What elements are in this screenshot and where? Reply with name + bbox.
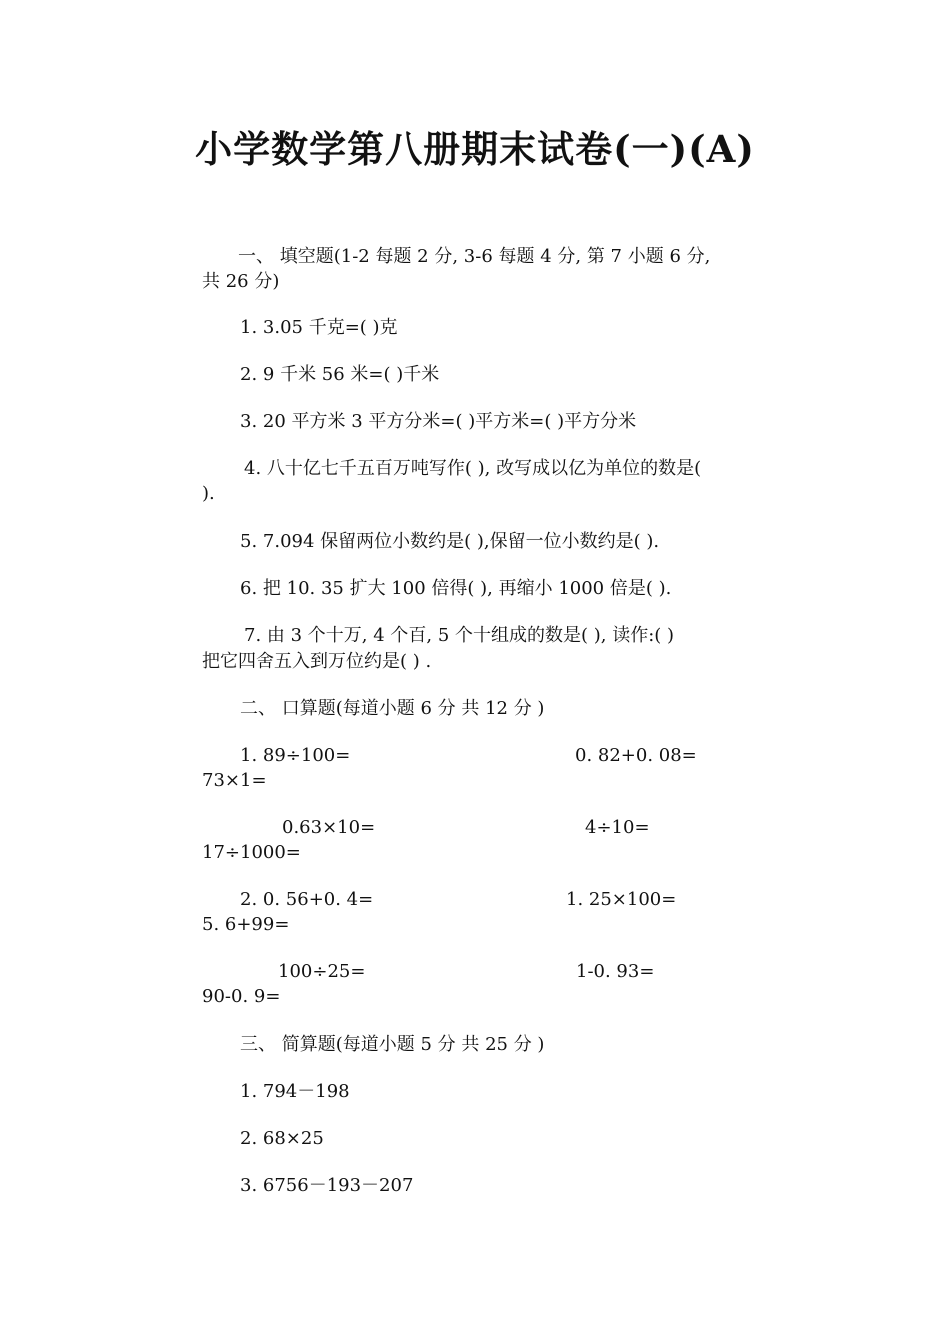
fill-question-3: 3. 20 平方米 3 平方分米=( )平方米=( )平方分米: [240, 411, 637, 432]
section1-heading-cont: 共 26 分): [202, 271, 280, 292]
oral-item: 1. 89÷100=: [240, 745, 351, 766]
oral-item: 17÷1000=: [202, 842, 301, 863]
fill-question-5: 5. 7.094 保留两位小数约是( ),保留一位小数约是( ).: [240, 531, 660, 552]
oral-item: 90-0. 9=: [202, 986, 281, 1007]
fill-question-4: 4. 八十亿七千五百万吨写作( ), 改写成以亿为单位的数是(: [244, 458, 702, 479]
section2-heading: 二、 口算题(每道小题 6 分 共 12 分 ): [240, 698, 545, 719]
oral-item: 1-0. 93=: [576, 961, 655, 982]
fill-question-7: 7. 由 3 个十万, 4 个百, 5 个十组成的数是( ), 读作:( ): [244, 625, 675, 646]
fill-question-4-cont: ).: [202, 483, 215, 504]
section3-heading: 三、 简算题(每道小题 5 分 共 25 分 ): [240, 1034, 545, 1055]
fill-question-7-cont: 把它四舍五入到万位约是( ) .: [202, 651, 432, 672]
oral-item: 100÷25=: [278, 961, 366, 982]
simplify-question-2: 2. 68×25: [240, 1128, 324, 1149]
fill-question-6: 6. 把 10. 35 扩大 100 倍得( ), 再缩小 1000 倍是( ).: [240, 578, 672, 599]
oral-item: 2. 0. 56+0. 4=: [240, 889, 374, 910]
oral-item: 4÷10=: [585, 817, 650, 838]
simplify-question-3: 3. 6756－193－207: [240, 1175, 414, 1196]
page-title: 小学数学第八册期末试卷(一)(A): [195, 127, 755, 171]
oral-item: 0.63×10=: [282, 817, 376, 838]
fill-question-1: 1. 3.05 千克=( )克: [240, 317, 398, 338]
oral-item: 73×1=: [202, 770, 267, 791]
section1-heading: 一、 填空题(1-2 每题 2 分, 3-6 每题 4 分, 第 7 小题 6 分,: [238, 246, 711, 267]
oral-item: 5. 6+99=: [202, 914, 290, 935]
oral-item: 0. 82+0. 08=: [575, 745, 697, 766]
oral-item: 1. 25×100=: [566, 889, 677, 910]
simplify-question-1: 1. 794－198: [240, 1081, 350, 1102]
fill-question-2: 2. 9 千米 56 米=( )千米: [240, 364, 440, 385]
